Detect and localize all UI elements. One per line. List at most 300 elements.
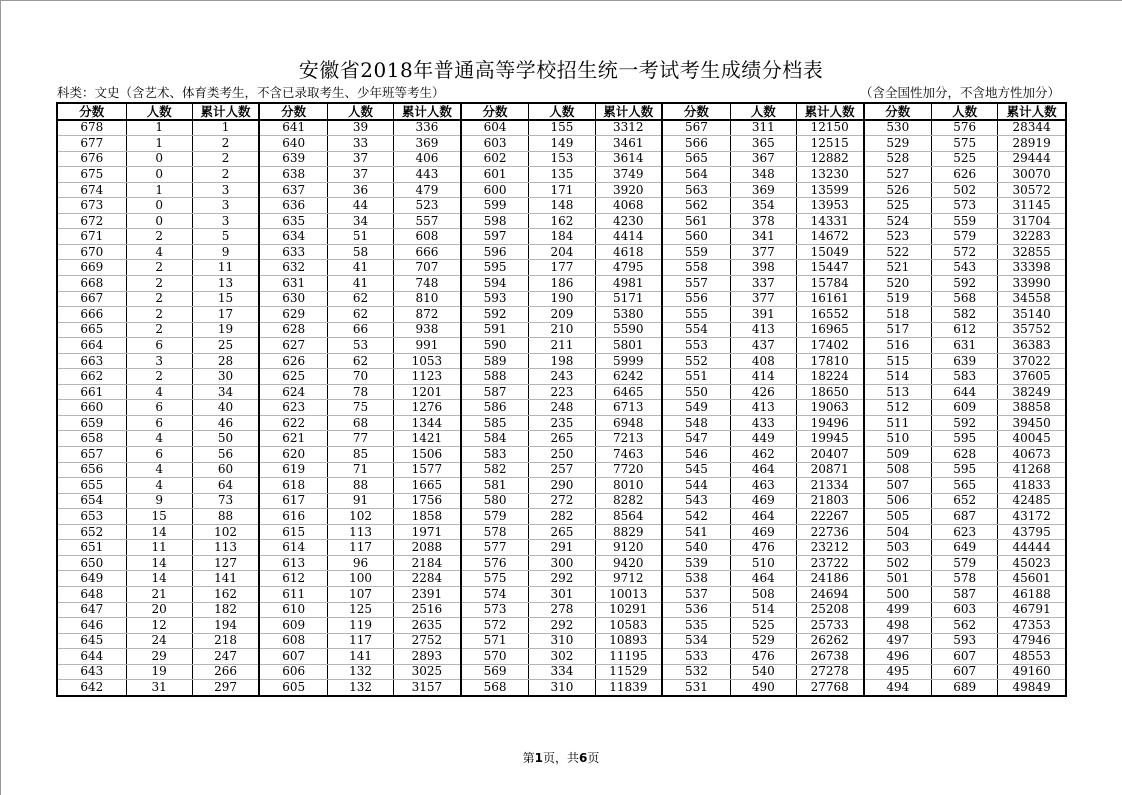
- column-header: 累计人数: [998, 103, 1066, 120]
- table-cell: 582: [932, 307, 998, 323]
- table-cell: 48553: [998, 649, 1066, 665]
- table-cell: 1: [192, 120, 259, 136]
- table-row: [57, 415, 1066, 431]
- table-row: [57, 462, 1066, 478]
- table-row: [57, 649, 1066, 665]
- table-cell: 0: [126, 167, 192, 183]
- column-header: 累计人数: [796, 103, 863, 120]
- table-cell: 2: [126, 276, 192, 292]
- table-cell: 8282: [595, 493, 662, 509]
- table-cell: 47946: [998, 633, 1066, 649]
- table-cell: 563: [662, 182, 730, 198]
- table-cell: 578: [461, 524, 529, 540]
- table-cell: 46791: [998, 602, 1066, 618]
- table-cell: 575: [932, 136, 998, 152]
- table-cell: 24: [126, 633, 192, 649]
- table-cell: 527: [864, 167, 932, 183]
- table-cell: 649: [932, 540, 998, 556]
- table-cell: 19496: [796, 415, 863, 431]
- table-cell: 2088: [394, 540, 461, 556]
- table-cell: 15784: [796, 276, 863, 292]
- table-cell: 37605: [998, 369, 1066, 385]
- table-cell: 689: [932, 680, 998, 696]
- table-cell: 551: [662, 369, 730, 385]
- table-cell: 24694: [796, 586, 863, 602]
- table-cell: 177: [529, 260, 595, 276]
- table-cell: 569: [461, 664, 529, 680]
- table-header-row: [57, 103, 1066, 120]
- table-cell: 7213: [595, 431, 662, 447]
- table-cell: 3: [126, 353, 192, 369]
- table-cell: 198: [529, 353, 595, 369]
- table-cell: 25208: [796, 602, 863, 618]
- table-cell: 547: [662, 431, 730, 447]
- table-row: [57, 664, 1066, 680]
- table-cell: 514: [864, 369, 932, 385]
- table-cell: 568: [932, 291, 998, 307]
- table-cell: 3: [192, 182, 259, 198]
- table-cell: 4: [126, 244, 192, 260]
- table-row: [57, 307, 1066, 323]
- table-cell: 102: [328, 509, 394, 525]
- table-cell: 9: [126, 493, 192, 509]
- table-cell: 31704: [998, 213, 1066, 229]
- table-row: [57, 353, 1066, 369]
- page-title: 安徽省2018年普通高等学校招生统一考试考生成绩分档表: [298, 58, 824, 82]
- table-cell: 28344: [998, 120, 1066, 136]
- table-cell: 498: [864, 618, 932, 634]
- table-cell: 656: [57, 462, 126, 478]
- table-body: [57, 120, 1066, 696]
- table-cell: 506: [864, 493, 932, 509]
- table-cell: 601: [461, 167, 529, 183]
- table-cell: 1421: [394, 431, 461, 447]
- table-cell: 70: [328, 369, 394, 385]
- table-cell: 516: [864, 338, 932, 354]
- table-cell: 0: [126, 151, 192, 167]
- table-cell: 20871: [796, 462, 863, 478]
- table-cell: 559: [932, 213, 998, 229]
- table-cell: 6465: [595, 384, 662, 400]
- table-cell: 291: [529, 540, 595, 556]
- table-cell: 377: [730, 291, 796, 307]
- table-cell: 2752: [394, 633, 461, 649]
- table-cell: 28: [192, 353, 259, 369]
- table-cell: 678: [57, 120, 126, 136]
- table-cell: 25733: [796, 618, 863, 634]
- table-row: [57, 229, 1066, 245]
- table-cell: 31: [126, 680, 192, 696]
- table-cell: 606: [259, 664, 327, 680]
- table-row: [57, 447, 1066, 463]
- table-cell: 581: [461, 478, 529, 494]
- table-cell: 73: [192, 493, 259, 509]
- table-cell: 10583: [595, 618, 662, 634]
- table-cell: 5801: [595, 338, 662, 354]
- table-cell: 44444: [998, 540, 1066, 556]
- table-cell: 68: [328, 415, 394, 431]
- table-cell: 639: [932, 353, 998, 369]
- table-cell: 378: [730, 213, 796, 229]
- table-cell: 659: [57, 415, 126, 431]
- table-cell: 2391: [394, 586, 461, 602]
- table-cell: 633: [259, 244, 327, 260]
- table-cell: 605: [259, 680, 327, 696]
- table-cell: 51: [328, 229, 394, 245]
- table-cell: 2: [192, 136, 259, 152]
- table-cell: 557: [662, 276, 730, 292]
- table-cell: 650: [57, 555, 126, 571]
- table-cell: 4068: [595, 198, 662, 214]
- table-cell: 562: [932, 618, 998, 634]
- column-header: 累计人数: [595, 103, 662, 120]
- table-cell: 531: [662, 680, 730, 696]
- table-cell: 85: [328, 447, 394, 463]
- table-cell: 596: [461, 244, 529, 260]
- table-row: [57, 400, 1066, 416]
- table-cell: 543: [662, 493, 730, 509]
- table-cell: 607: [259, 649, 327, 665]
- table-cell: 0: [126, 213, 192, 229]
- table-cell: 336: [394, 120, 461, 136]
- table-cell: 748: [394, 276, 461, 292]
- table-cell: 542: [662, 509, 730, 525]
- table-cell: 153: [529, 151, 595, 167]
- table-cell: 664: [57, 338, 126, 354]
- table-cell: 500: [864, 586, 932, 602]
- table-cell: 589: [461, 353, 529, 369]
- table-cell: 30572: [998, 182, 1066, 198]
- table-cell: 602: [461, 151, 529, 167]
- table-cell: 13953: [796, 198, 863, 214]
- table-cell: 654: [57, 493, 126, 509]
- table-cell: 20: [126, 602, 192, 618]
- table-cell: 190: [529, 291, 595, 307]
- table-cell: 562: [662, 198, 730, 214]
- table-cell: 611: [259, 586, 327, 602]
- table-cell: 521: [864, 260, 932, 276]
- table-cell: 625: [259, 369, 327, 385]
- table-cell: 576: [932, 120, 998, 136]
- table-cell: 528: [864, 151, 932, 167]
- table-cell: 558: [662, 260, 730, 276]
- table-cell: 149: [529, 136, 595, 152]
- table-cell: 578: [932, 571, 998, 587]
- table-cell: 247: [192, 649, 259, 665]
- table-cell: 642: [57, 680, 126, 696]
- table-cell: 609: [932, 400, 998, 416]
- table-cell: 10893: [595, 633, 662, 649]
- table-cell: 574: [461, 586, 529, 602]
- table-cell: 645: [57, 633, 126, 649]
- table-cell: 510: [864, 431, 932, 447]
- table-row: [57, 369, 1066, 385]
- table-cell: 509: [864, 447, 932, 463]
- table-row: [57, 680, 1066, 696]
- table-cell: 661: [57, 384, 126, 400]
- table-cell: 15447: [796, 260, 863, 276]
- table-cell: 17: [192, 307, 259, 323]
- table-cell: 49849: [998, 680, 1066, 696]
- table-cell: 624: [259, 384, 327, 400]
- table-cell: 58: [328, 244, 394, 260]
- table-cell: 45023: [998, 555, 1066, 571]
- table-cell: 538: [662, 571, 730, 587]
- table-cell: 612: [932, 322, 998, 338]
- table-row: [57, 151, 1066, 167]
- table-cell: 182: [192, 602, 259, 618]
- table-cell: 11: [126, 540, 192, 556]
- table-cell: 3749: [595, 167, 662, 183]
- table-cell: 8010: [595, 478, 662, 494]
- score-distribution-table: [56, 102, 1067, 697]
- table-cell: 21803: [796, 493, 863, 509]
- table-cell: 278: [529, 602, 595, 618]
- table-cell: 282: [529, 509, 595, 525]
- table-cell: 310: [529, 680, 595, 696]
- table-cell: 96: [328, 555, 394, 571]
- table-cell: 2516: [394, 602, 461, 618]
- table-cell: 622: [259, 415, 327, 431]
- table-cell: 8564: [595, 509, 662, 525]
- table-cell: 18650: [796, 384, 863, 400]
- column-header: 分数: [864, 103, 932, 120]
- table-cell: 533: [662, 649, 730, 665]
- table-cell: 635: [259, 213, 327, 229]
- table-cell: 1756: [394, 493, 461, 509]
- table-cell: 11839: [595, 680, 662, 696]
- table-cell: 117: [328, 633, 394, 649]
- table-cell: 628: [259, 322, 327, 338]
- table-cell: 36: [328, 182, 394, 198]
- table-cell: 334: [529, 664, 595, 680]
- table-row: [57, 182, 1066, 198]
- table-cell: 302: [529, 649, 595, 665]
- table-cell: 641: [259, 120, 327, 136]
- table-cell: 13599: [796, 182, 863, 198]
- table-cell: 707: [394, 260, 461, 276]
- table-cell: 670: [57, 244, 126, 260]
- table-cell: 526: [864, 182, 932, 198]
- table-cell: 62: [328, 291, 394, 307]
- table-cell: 14331: [796, 213, 863, 229]
- table-cell: 549: [662, 400, 730, 416]
- table-cell: 310: [529, 633, 595, 649]
- table-cell: 553: [662, 338, 730, 354]
- table-cell: 566: [662, 136, 730, 152]
- table-cell: 62: [328, 307, 394, 323]
- table-cell: 30: [192, 369, 259, 385]
- table-cell: 525: [864, 198, 932, 214]
- table-cell: 608: [259, 633, 327, 649]
- table-cell: 573: [461, 602, 529, 618]
- table-cell: 408: [730, 353, 796, 369]
- table-cell: 5999: [595, 353, 662, 369]
- table-cell: 257: [529, 462, 595, 478]
- table-cell: 13230: [796, 167, 863, 183]
- table-cell: 476: [730, 649, 796, 665]
- table-cell: 577: [461, 540, 529, 556]
- table-cell: 39: [328, 120, 394, 136]
- table-cell: 667: [57, 291, 126, 307]
- table-cell: 9120: [595, 540, 662, 556]
- table-row: [57, 260, 1066, 276]
- table-cell: 186: [529, 276, 595, 292]
- column-header: 人数: [126, 103, 192, 120]
- table-cell: 337: [730, 276, 796, 292]
- table-cell: 675: [57, 167, 126, 183]
- column-header: 分数: [259, 103, 327, 120]
- table-row: [57, 120, 1066, 136]
- table-cell: 117: [328, 540, 394, 556]
- table-cell: 60: [192, 462, 259, 478]
- table-cell: 1276: [394, 400, 461, 416]
- table-cell: 609: [259, 618, 327, 634]
- table-cell: 11: [192, 260, 259, 276]
- table-cell: 666: [394, 244, 461, 260]
- table-cell: 532: [662, 664, 730, 680]
- table-cell: 19945: [796, 431, 863, 447]
- table-cell: 640: [259, 136, 327, 152]
- table-cell: 648: [57, 586, 126, 602]
- table-cell: 28919: [998, 136, 1066, 152]
- table-cell: 552: [662, 353, 730, 369]
- table-cell: 15: [192, 291, 259, 307]
- table-cell: 15049: [796, 244, 863, 260]
- table-cell: 568: [461, 680, 529, 696]
- table-cell: 41268: [998, 462, 1066, 478]
- table-cell: 235: [529, 415, 595, 431]
- table-cell: 113: [328, 524, 394, 540]
- table-row: [57, 167, 1066, 183]
- table-row: [57, 244, 1066, 260]
- table-row: [57, 338, 1066, 354]
- table-cell: 530: [864, 120, 932, 136]
- column-header: 人数: [730, 103, 796, 120]
- table-cell: 19: [192, 322, 259, 338]
- table-cell: 62: [328, 353, 394, 369]
- table-cell: 14: [126, 571, 192, 587]
- table-cell: 3157: [394, 680, 461, 696]
- table-cell: 607: [932, 664, 998, 680]
- table-cell: 603: [932, 602, 998, 618]
- table-cell: 18224: [796, 369, 863, 385]
- table-cell: 34: [192, 384, 259, 400]
- table-cell: 37: [328, 151, 394, 167]
- table-cell: 595: [932, 431, 998, 447]
- table-cell: 297: [192, 680, 259, 696]
- table-cell: 40: [192, 400, 259, 416]
- table-cell: 56: [192, 447, 259, 463]
- table-cell: 494: [864, 680, 932, 696]
- table-cell: 4: [126, 478, 192, 494]
- table-cell: 571: [461, 633, 529, 649]
- table-cell: 113: [192, 540, 259, 556]
- table-cell: 505: [864, 509, 932, 525]
- table-cell: 512: [864, 400, 932, 416]
- table-cell: 502: [932, 182, 998, 198]
- table-cell: 171: [529, 182, 595, 198]
- table-cell: 634: [259, 229, 327, 245]
- table-cell: 21334: [796, 478, 863, 494]
- footer-prefix: 第: [522, 751, 535, 765]
- table-cell: 598: [461, 213, 529, 229]
- table-row: [57, 586, 1066, 602]
- table-cell: 413: [730, 400, 796, 416]
- table-cell: 616: [259, 509, 327, 525]
- table-cell: 91: [328, 493, 394, 509]
- column-header: 人数: [932, 103, 998, 120]
- table-cell: 32855: [998, 244, 1066, 260]
- table-row: [57, 524, 1066, 540]
- table-cell: 579: [932, 555, 998, 571]
- table-cell: 41: [328, 276, 394, 292]
- table-row: [57, 602, 1066, 618]
- table-cell: 22267: [796, 509, 863, 525]
- table-cell: 469: [730, 493, 796, 509]
- table-cell: 7720: [595, 462, 662, 478]
- table-cell: 250: [529, 447, 595, 463]
- table-cell: 66: [328, 322, 394, 338]
- table-cell: 12515: [796, 136, 863, 152]
- table-cell: 22736: [796, 524, 863, 540]
- table-cell: 29444: [998, 151, 1066, 167]
- table-cell: 540: [662, 540, 730, 556]
- table-cell: 653: [57, 509, 126, 525]
- table-cell: 534: [662, 633, 730, 649]
- table-cell: 595: [932, 462, 998, 478]
- table-cell: 311: [730, 120, 796, 136]
- table-cell: 618: [259, 478, 327, 494]
- table-cell: 587: [461, 384, 529, 400]
- footer-mid: 页，共: [542, 751, 579, 765]
- table-cell: 119: [328, 618, 394, 634]
- table-cell: 32283: [998, 229, 1066, 245]
- table-cell: 497: [864, 633, 932, 649]
- table-cell: 1344: [394, 415, 461, 431]
- table-cell: 184: [529, 229, 595, 245]
- table-cell: 507: [864, 478, 932, 494]
- table-cell: 607: [932, 649, 998, 665]
- table-cell: 391: [730, 307, 796, 323]
- table-cell: 476: [730, 540, 796, 556]
- table-cell: 666: [57, 307, 126, 323]
- table-cell: 557: [394, 213, 461, 229]
- table-cell: 348: [730, 167, 796, 183]
- table-cell: 17810: [796, 353, 863, 369]
- table-cell: 20407: [796, 447, 863, 463]
- table-cell: 78: [328, 384, 394, 400]
- table-cell: 529: [730, 633, 796, 649]
- table-cell: 592: [932, 415, 998, 431]
- table-cell: 1: [126, 136, 192, 152]
- table-cell: 37022: [998, 353, 1066, 369]
- table-cell: 34: [328, 213, 394, 229]
- table-cell: 496: [864, 649, 932, 665]
- table-cell: 12: [126, 618, 192, 634]
- table-cell: 623: [932, 524, 998, 540]
- table-row: [57, 384, 1066, 400]
- table-cell: 595: [461, 260, 529, 276]
- table-cell: 580: [461, 493, 529, 509]
- table-cell: 3312: [595, 120, 662, 136]
- table-cell: 593: [461, 291, 529, 307]
- table-cell: 107: [328, 586, 394, 602]
- table-cell: 469: [730, 524, 796, 540]
- table-cell: 16552: [796, 307, 863, 323]
- table-cell: 1577: [394, 462, 461, 478]
- table-cell: 7463: [595, 447, 662, 463]
